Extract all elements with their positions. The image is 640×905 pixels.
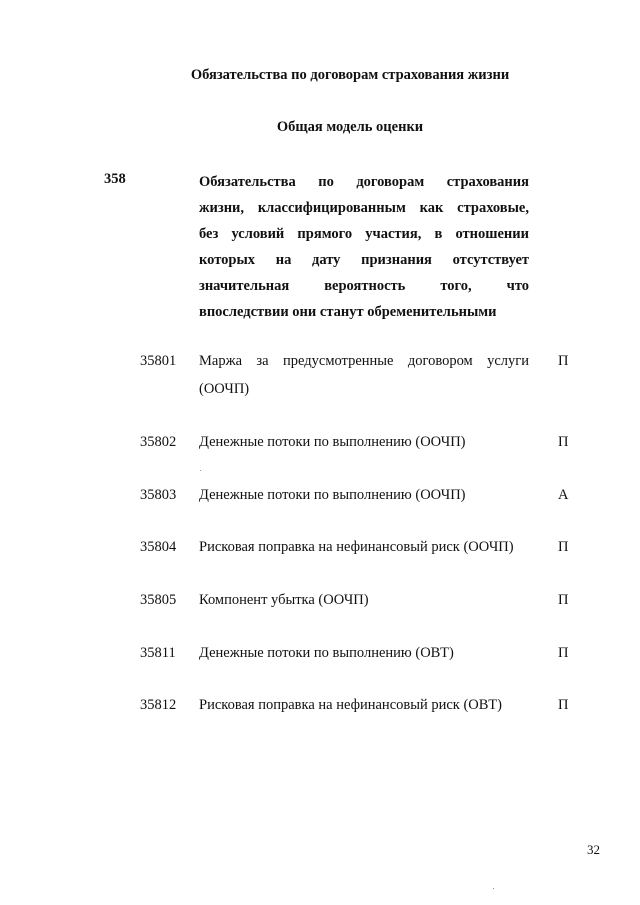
section-title-line: впоследствии они станут обременительными: [199, 304, 497, 320]
account-type: П: [558, 539, 569, 555]
account-name: Денежные потоки по выполнению (ООЧП): [199, 487, 466, 503]
scan-speck: [493, 888, 494, 889]
document-subtitle: Общая модель оценки: [276, 119, 424, 135]
document-title: Обязательства по договорам страхования жизни: [190, 67, 510, 83]
section-title: [199, 169, 529, 325]
account-code: 35804: [140, 539, 177, 555]
section-title-line: без условий прямого участия, в отношении: [199, 226, 529, 242]
account-code: 35802: [140, 434, 177, 450]
account-type: П: [558, 697, 569, 713]
section-title-line: которых на дату признания отсутствует: [199, 252, 529, 268]
section-title-line: значительная вероятность того, что: [199, 278, 529, 294]
account-name: Рисковая поправка на нефинансовый риск (ООЧП): [199, 539, 514, 555]
account-code: 35803: [140, 487, 177, 503]
account-name: Денежные потоки по выполнению (ООЧП): [199, 434, 466, 450]
account-code: 35805: [140, 592, 177, 608]
scan-speck: [200, 470, 201, 471]
account-name-line: Маржа за предусмотренные договором услуги: [199, 353, 529, 369]
account-type: П: [558, 353, 569, 369]
account-type: А: [558, 487, 569, 503]
page-number: 32: [587, 842, 600, 857]
section-title-line: жизни, классифицированным как страховые,: [199, 200, 529, 216]
section-code: 358: [104, 171, 126, 187]
account-code: 35811: [140, 645, 176, 661]
account-type: П: [558, 645, 569, 661]
account-type: П: [558, 592, 569, 608]
account-name: Денежные потоки по выполнению (ОВТ): [199, 645, 454, 661]
account-name: [199, 347, 529, 403]
account-name: Рисковая поправка на нефинансовый риск (ОВТ): [199, 697, 502, 713]
section-title-line: Обязательства по договорам страхования: [199, 174, 529, 190]
account-code: 35812: [140, 697, 177, 713]
account-name: Компонент убытка (ООЧП): [199, 592, 369, 608]
account-type: П: [558, 434, 569, 450]
account-name-line: (ООЧП): [199, 381, 250, 397]
account-code: 35801: [140, 353, 177, 369]
